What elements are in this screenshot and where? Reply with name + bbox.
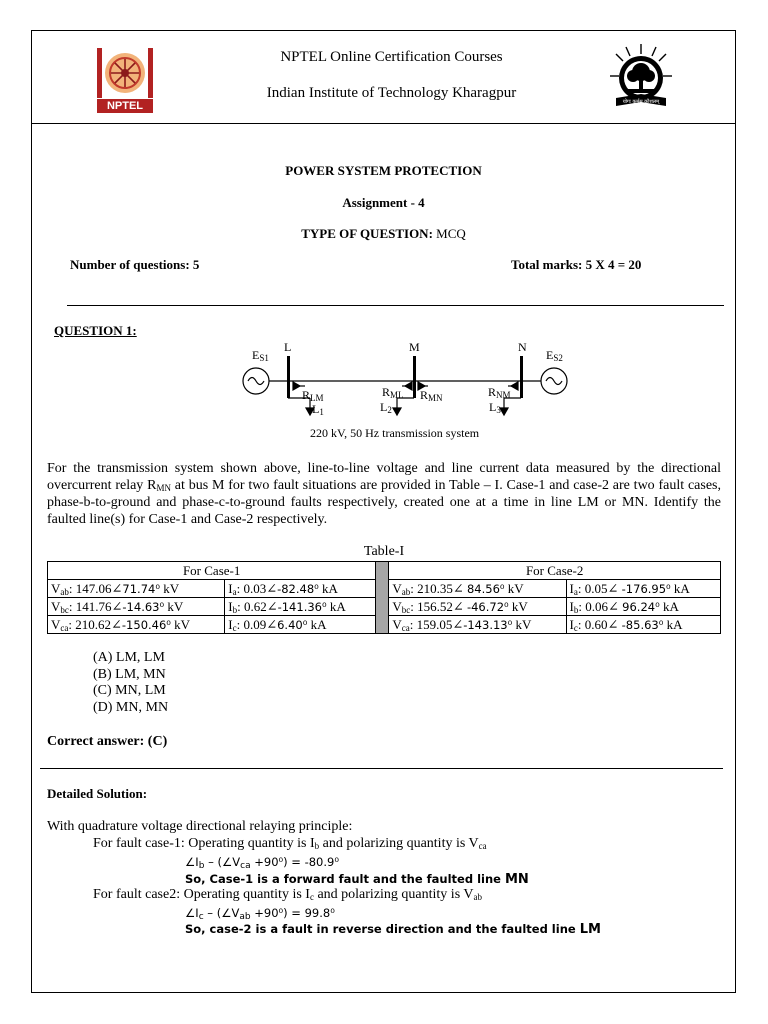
- case-1-intro-sub-1: b: [314, 841, 320, 851]
- case-1-intro-text-2: and polarizing quantity is V: [319, 836, 479, 851]
- option-d: (D) MN, MN: [93, 700, 169, 715]
- case-2-eq-text-2: – (∠V: [203, 906, 240, 920]
- relay-rml-label: [382, 385, 404, 400]
- option-c: (C) MN, LM: [93, 683, 166, 698]
- table-title: Table-I: [363, 544, 405, 559]
- source-es2-label: [546, 348, 563, 363]
- load-l3-sub: 3: [496, 405, 501, 415]
- relay-rnm-sub: NM: [496, 390, 511, 400]
- solution-principle: With quadrature voltage directional relaying principle:: [47, 819, 353, 834]
- relay-rnm-letter: R: [488, 385, 497, 399]
- source-es2-sub: S2: [553, 353, 563, 363]
- load-l1-sub: 1: [319, 407, 324, 417]
- quantity-name: I: [569, 616, 574, 632]
- header-line-1: NPTEL Online Certification Courses: [280, 49, 503, 65]
- number-of-questions: Number of questions: 5: [70, 257, 200, 272]
- quantity-sub: c: [573, 622, 578, 633]
- load-l3-letter: L: [489, 400, 497, 414]
- relay-rmn-label: [420, 388, 443, 403]
- quantity-name: I: [228, 580, 233, 596]
- quantity-sub: a: [232, 586, 237, 597]
- unit: kA: [326, 598, 346, 614]
- case-1-eq-result: +90⁰) = -80.9⁰: [250, 855, 339, 869]
- question-1-text-part-1: For the transmission system shown above, line-to-line voltage and line current data measured by the directional overcurrent relay R: [47, 461, 721, 493]
- case-1-intro-sub-2: ca: [478, 841, 487, 851]
- angle: -176.95⁰: [621, 581, 671, 596]
- solution-divider: [40, 768, 723, 769]
- quantity-sub: ab: [60, 586, 69, 597]
- unit: kV: [508, 598, 528, 614]
- angle: -85.63⁰: [621, 617, 664, 632]
- load-l3-label: [489, 400, 501, 415]
- transmission-system-diagram: [230, 338, 580, 444]
- source-es1-letter: E: [252, 348, 260, 362]
- quantity-sub: bc: [401, 604, 411, 615]
- angle: -150.46⁰: [121, 617, 171, 632]
- source-es1-label: [252, 348, 269, 363]
- angle: 84.56⁰: [466, 581, 505, 596]
- unit: kV: [504, 580, 524, 596]
- quantity-name: V: [392, 616, 402, 632]
- magnitude: : 0.09∠: [236, 616, 278, 632]
- option-a: (A) LM, LM: [93, 650, 165, 665]
- section-divider: [67, 305, 724, 306]
- relay-rmn-letter: R: [420, 388, 429, 402]
- quantity-name: I: [569, 580, 574, 596]
- magnitude: : 0.03∠: [236, 580, 278, 596]
- case-2-intro-text-2: and polarizing quantity is V: [313, 887, 474, 902]
- nptel-logo-text: NPTEL: [106, 100, 144, 112]
- angle: -143.13⁰: [463, 617, 513, 632]
- quantity-sub: a: [573, 586, 578, 597]
- load-l1-letter: L: [312, 402, 320, 416]
- unit: kV: [170, 616, 191, 632]
- table-cell: [225, 580, 376, 598]
- relay-rlm-label: [302, 388, 324, 403]
- quantity-sub: ca: [401, 622, 410, 633]
- solution-heading: Detailed Solution:: [47, 786, 148, 801]
- measurement-table: [47, 561, 721, 634]
- magnitude: : 147.06∠: [68, 580, 123, 596]
- magnitude: : 210.62∠: [68, 616, 122, 632]
- table-separator: [376, 562, 389, 634]
- magnitude: : 0.05∠: [577, 580, 622, 596]
- quantity-name: V: [392, 580, 402, 596]
- quantity-sub: ab: [401, 586, 411, 597]
- load-l2-sub: 2: [387, 405, 392, 415]
- relay-rml-letter: R: [382, 385, 391, 399]
- case-2-intro: [93, 887, 482, 903]
- table-cell: [48, 580, 225, 598]
- angle: -14.63⁰: [122, 599, 165, 614]
- magnitude: : 156.52∠: [410, 598, 467, 614]
- source-es1-sub: S1: [259, 353, 269, 363]
- quantity-name: V: [51, 580, 61, 596]
- case-2-intro-sub-2: ab: [473, 892, 483, 902]
- correct-answer: Correct answer: (C): [47, 734, 168, 749]
- source-es2-letter: E: [546, 348, 554, 362]
- quantity-name: I: [569, 598, 574, 614]
- case-1-intro: [93, 836, 487, 852]
- relay-rmn-sub: MN: [428, 393, 443, 403]
- relay-rlm-sub: LM: [310, 393, 324, 403]
- case-2-eq-text: ∠I: [185, 906, 199, 920]
- quantity-sub: ca: [60, 622, 69, 633]
- unit: kA: [307, 616, 327, 632]
- case-1-faulted-line: MN: [504, 872, 529, 887]
- load-l1-label: [312, 402, 324, 417]
- question-1-text-sub: MN: [156, 483, 171, 493]
- course-title: POWER SYSTEM PROTECTION: [285, 163, 482, 178]
- case-1-eq-text: ∠I: [185, 855, 199, 869]
- bus-l-label: L: [284, 340, 292, 354]
- question-type: [31, 226, 736, 242]
- magnitude: : 210.35∠: [410, 580, 467, 596]
- angle: -46.72⁰: [466, 599, 509, 614]
- case-1-eq-sub-2: ca: [240, 861, 251, 871]
- angle: 96.24⁰: [622, 599, 660, 614]
- unit: kA: [663, 616, 683, 632]
- case-1-conclusion-text: So, Case-1 is a forward fault and the faulted line: [185, 872, 505, 886]
- case-1-conclusion: [185, 872, 529, 887]
- unit: kV: [512, 616, 532, 632]
- case-2-intro-text: For fault case2: Operating quantity is I: [93, 887, 310, 902]
- assignment-title: Assignment - 4: [342, 195, 425, 210]
- relay-rnm-label: [488, 385, 511, 400]
- load-l2-letter: L: [380, 400, 388, 414]
- angle: -141.36⁰: [277, 599, 327, 614]
- case-2-faulted-line: LM: [579, 922, 601, 937]
- case-2-eq-sub-2: ab: [239, 912, 251, 922]
- angle: 6.40⁰: [277, 617, 308, 632]
- quantity-name: V: [51, 598, 61, 614]
- table-header-row: [48, 562, 721, 580]
- case-1-equation: [185, 855, 339, 869]
- total-marks: Total marks: 5 X 4 = 20: [511, 257, 642, 272]
- header-divider: [31, 123, 736, 124]
- question-1-text-part-2: at bus M for two fault situations are provided in Table – I. Case-1 and case-2 are two fault cases, phase-b-to-ground and phase-c-to-ground faults respectively, created one at a time in line LM or MN. Identify the faulted line(s) for Case-1 and Case-2 respectively.: [47, 478, 721, 527]
- unit: kA: [670, 580, 690, 596]
- magnitude: : 0.62∠: [237, 598, 278, 614]
- magnitude: : 159.05∠: [409, 616, 464, 632]
- table-cell: [225, 598, 376, 616]
- case-2-eq-sub-1: c: [198, 912, 204, 922]
- relay-rlm-letter: R: [302, 388, 311, 402]
- angle: 71.74⁰: [122, 581, 160, 596]
- table-cell: [566, 580, 720, 598]
- case-2-header: For Case-2: [389, 562, 721, 580]
- quantity-name: V: [51, 616, 61, 632]
- case-1-header: For Case-1: [48, 562, 376, 580]
- case-1-eq-sub-1: b: [198, 861, 205, 871]
- case-1-intro-text: For fault case-1: Operating quantity is I: [93, 836, 315, 851]
- question-1-heading: QUESTION 1:: [54, 323, 137, 338]
- unit: kV: [159, 580, 180, 596]
- case-2-intro-sub-1: c: [309, 892, 314, 902]
- load-l2-label: [380, 400, 392, 415]
- question-type-value: MCQ: [436, 226, 466, 241]
- magnitude: : 141.76∠: [68, 598, 123, 614]
- case-2-equation: [185, 906, 335, 920]
- quantity-sub: c: [232, 622, 237, 633]
- case-1-eq-text-2: – (∠V: [204, 855, 241, 869]
- table-cell: [48, 598, 225, 616]
- table-cell: [389, 580, 566, 598]
- quantity-name: I: [228, 598, 233, 614]
- quantity-sub: b: [232, 604, 238, 615]
- unit: kV: [164, 598, 184, 614]
- option-b: (B) LM, MN: [93, 667, 166, 682]
- nptel-logo: [94, 45, 156, 115]
- iit-kharagpur-motto: योगः कर्मसु कौशलम्: [622, 99, 660, 105]
- magnitude: : 0.60∠: [577, 616, 622, 632]
- quantity-name: V: [392, 598, 402, 614]
- question-1-text: [47, 460, 721, 528]
- bus-m-label: M: [409, 340, 420, 354]
- magnitude: : 0.06∠: [578, 598, 623, 614]
- diagram-caption: 220 kV, 50 Hz transmission system: [310, 426, 480, 440]
- angle: -82.48⁰: [277, 581, 319, 596]
- case-2-conclusion: [185, 922, 601, 937]
- quantity-sub: b: [573, 604, 579, 615]
- table-cell: [48, 616, 225, 634]
- case-2-eq-result: +90⁰) = 99.8⁰: [250, 906, 335, 920]
- table-cell: [389, 598, 566, 616]
- relay-rml-sub: ML: [390, 390, 404, 400]
- unit: kA: [659, 598, 679, 614]
- case-2-conclusion-text: So, case-2 is a fault in reverse direction and the faulted line: [185, 922, 580, 936]
- table-cell: [225, 616, 376, 634]
- quantity-name: I: [228, 616, 233, 632]
- unit: kA: [318, 580, 338, 596]
- table-cell: [389, 616, 566, 634]
- question-type-label: TYPE OF QUESTION:: [301, 226, 433, 241]
- quantity-sub: bc: [60, 604, 69, 615]
- table-cell: [566, 616, 720, 634]
- bus-n-label: N: [518, 340, 527, 354]
- table-cell: [566, 598, 720, 616]
- header-line-2: Indian Institute of Technology Kharagpur: [266, 85, 517, 101]
